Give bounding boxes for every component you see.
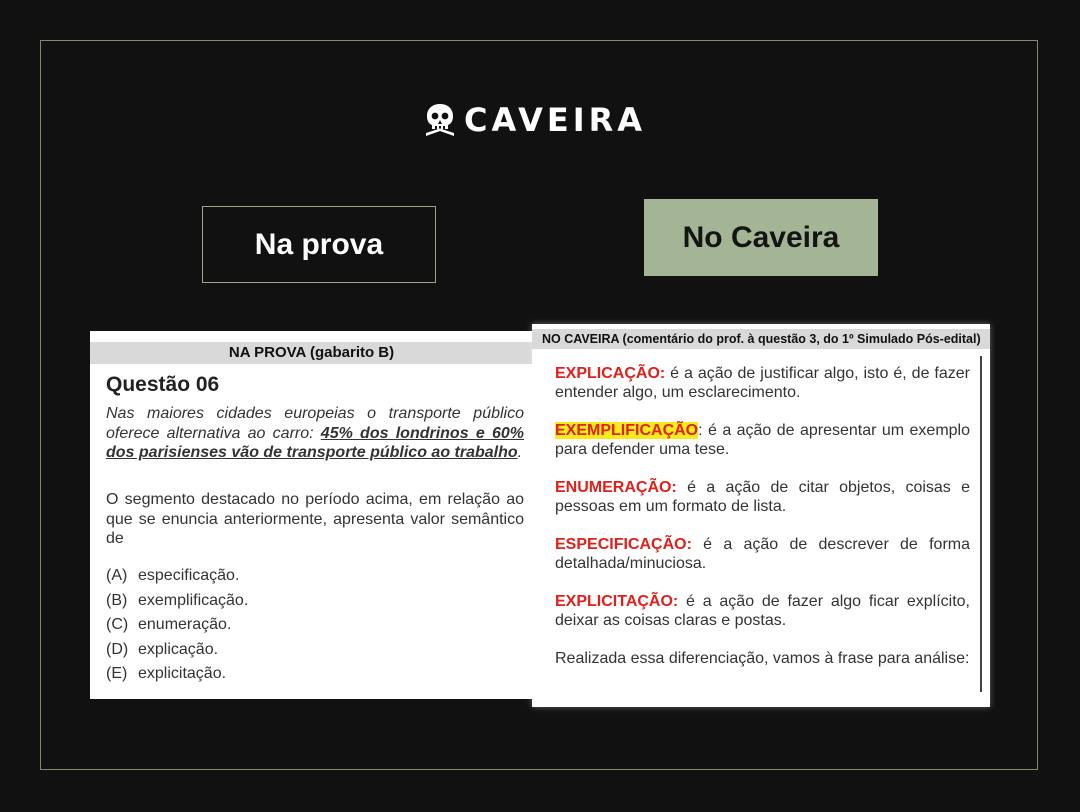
skull-icon	[424, 103, 456, 137]
definition-text: é a ação de descrever de forma detalhada/minuciosa.	[555, 536, 970, 572]
question-text-plain: Nas maiores cidades europeias o transporte público oferece alternativa ao carro:	[106, 405, 524, 442]
definition-term-suffix: :	[698, 422, 703, 439]
definition-enumeracao	[555, 478, 970, 516]
definition-explicitacao	[555, 592, 970, 630]
answer-options	[106, 564, 524, 687]
no-caveira-button[interactable]: No Caveira	[644, 199, 878, 276]
option-text: explicação.	[138, 640, 219, 658]
option-letter: (E)	[106, 665, 128, 682]
definition-text: é a ação de citar objetos, coisas e pessoas em um formato de lista.	[555, 479, 970, 515]
option-text: enumeração.	[138, 616, 232, 633]
option-letter: (C)	[106, 616, 129, 633]
definition-term: ENUMERAÇÃO:	[555, 479, 677, 496]
option-text: exemplificação.	[138, 591, 249, 609]
question-title: Questão 06	[106, 373, 220, 396]
option-letter: (A)	[106, 567, 128, 584]
definition-text: é a ação de apresentar um exemplo para defender uma tese.	[555, 422, 970, 458]
option-c	[106, 613, 524, 638]
closing-text: Realizada essa diferenciação, vamos à frase para análise:	[555, 650, 970, 667]
definition-term: ESPECIFICAÇÃO:	[555, 536, 692, 553]
definition-text: é a ação de fazer algo ficar explícito, deixar as coisas claras e postas.	[555, 593, 970, 629]
comment-card-header: NO CAVEIRA (comentário do prof. à questão 3, do 1º Simulado Pós-edital)	[532, 329, 990, 349]
definition-exemplificacao	[555, 421, 970, 459]
option-b	[106, 589, 524, 614]
option-a	[106, 564, 524, 589]
question-text-end: .	[517, 444, 523, 461]
option-text: especificação.	[138, 567, 240, 584]
brand-name: CAVEIRA	[464, 101, 647, 139]
question-prompt: O segmento destacado no período acima, em relação ao que se enuncia anteriormente, apresenta valor semântico de	[106, 491, 524, 547]
exam-card-header: NA PROVA (gabarito B)	[90, 342, 533, 364]
definition-term: EXPLICAÇÃO:	[555, 365, 666, 382]
option-e	[106, 662, 524, 687]
definition-explicacao	[555, 364, 970, 402]
question-text	[106, 404, 524, 463]
na-prova-button[interactable]: Na prova	[202, 206, 436, 283]
question-text-highlight: 45% dos londrinos e 60% dos parisienses vão de transporte público ao trabalho	[106, 424, 524, 461]
option-letter: (D)	[106, 640, 129, 658]
vertical-divider	[980, 356, 982, 692]
option-text: explicitação.	[138, 665, 227, 682]
definition-term: EXPLICITAÇÃO:	[555, 593, 679, 610]
exam-question-card	[90, 331, 533, 699]
brand-logo	[424, 100, 646, 140]
caveira-comment-card	[532, 324, 990, 707]
option-d	[106, 638, 524, 663]
definition-term-highlighted: EXEMPLIFICAÇÃO	[555, 422, 699, 439]
option-letter: (B)	[106, 591, 128, 609]
definition-especificacao	[555, 535, 970, 573]
definition-text: é a ação de justificar algo, isto é, de fazer entender algo, um esclarecimento.	[555, 365, 970, 401]
